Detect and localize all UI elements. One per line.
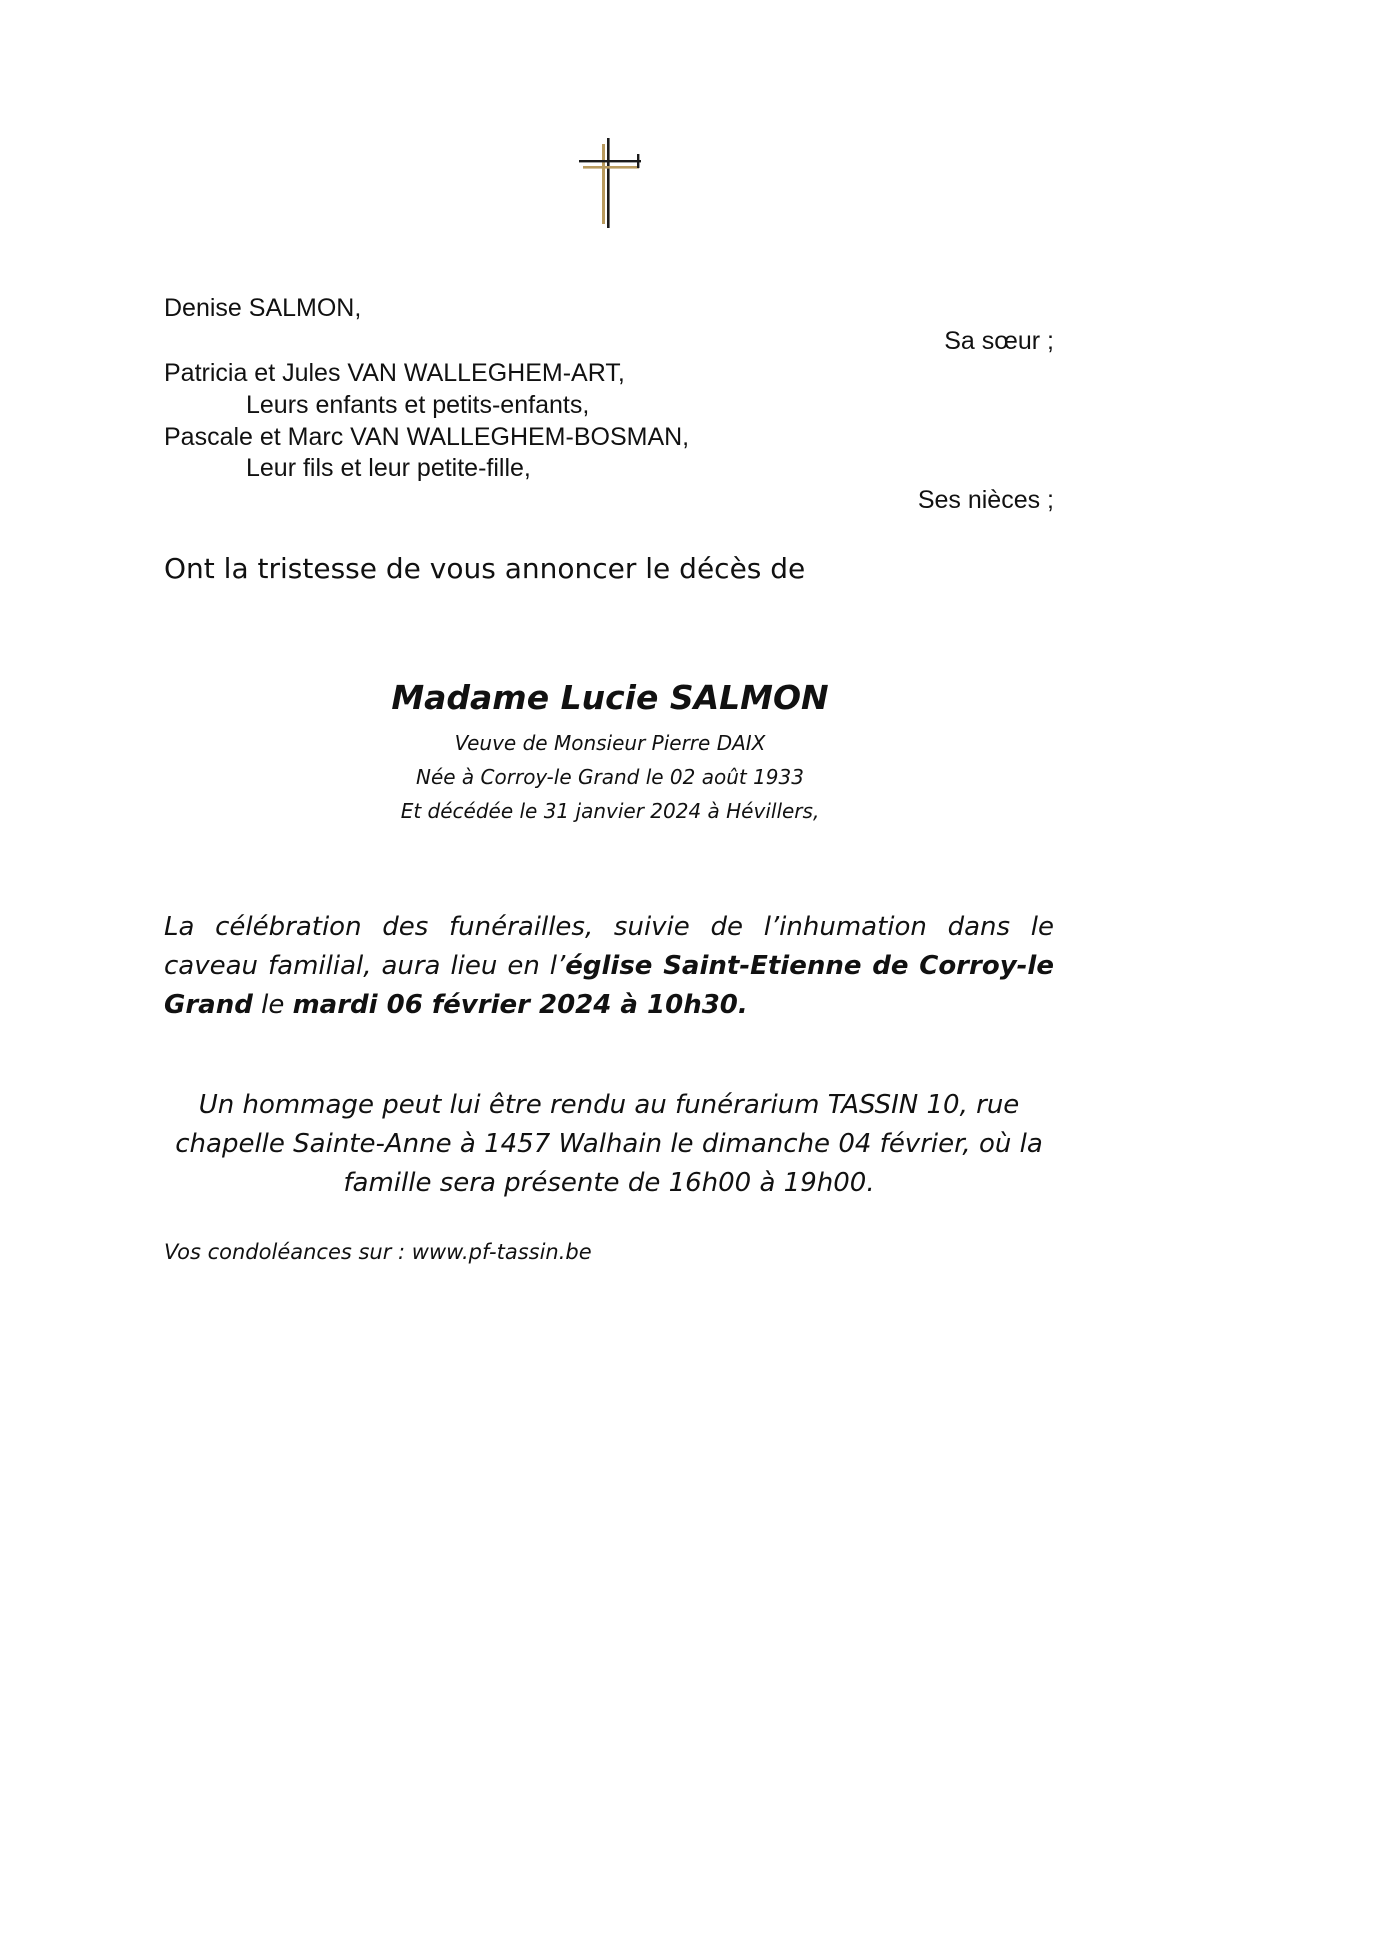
niece1-children: Leurs enfants et petits-enfants,: [246, 391, 590, 419]
niece2-names: Pascale et Marc VAN WALLEGHEM-BOSMAN,: [164, 423, 690, 451]
deceased-name: Madame Lucie SALMON: [391, 678, 829, 717]
deceased-widow-of: Veuve de Monsieur Pierre DAIX: [454, 731, 766, 755]
hommage-paragraph: Un hommage peut lui être rendu au funérarium TASSIN 10, rue chapelle Sainte-Anne à 1457 Walhain le dimanche 04 février, où la famille sera présente de 16h00 à 19h00.: [175, 1090, 1043, 1198]
announcement-text: Ont la tristesse de vous annoncer le décès de: [164, 552, 806, 585]
cross-icon: [575, 136, 645, 230]
celebration-text-1: La célébration des funérailles, suivie de l’inhumation dans le caveau familial, aura lieu en l’: [164, 912, 1054, 981]
deceased-birth: Née à Corroy-le Grand le 02 août 1933: [416, 765, 804, 789]
celebration-text-2: le: [252, 990, 293, 1020]
niece1-names: Patricia et Jules VAN WALLEGHEM-ART,: [164, 359, 625, 387]
nieces-relation: Ses nièces ;: [917, 486, 1054, 514]
deceased-death: Et décédée le 31 janvier 2024 à Hévillers,: [400, 799, 820, 823]
condoleances-line: Vos condoléances sur : www.pf-tassin.be: [164, 1240, 592, 1264]
funeral-datetime: mardi 06 février 2024 à 10h30.: [292, 990, 748, 1020]
niece2-children: Leur fils et leur petite-fille,: [246, 454, 531, 482]
sister-name: Denise SALMON,: [164, 294, 362, 322]
sister-relation: Sa sœur ;: [944, 327, 1054, 355]
celebration-paragraph: [164, 908, 1054, 1025]
church-name: église Saint-Etienne de Corroy-le Grand: [164, 951, 1054, 1020]
